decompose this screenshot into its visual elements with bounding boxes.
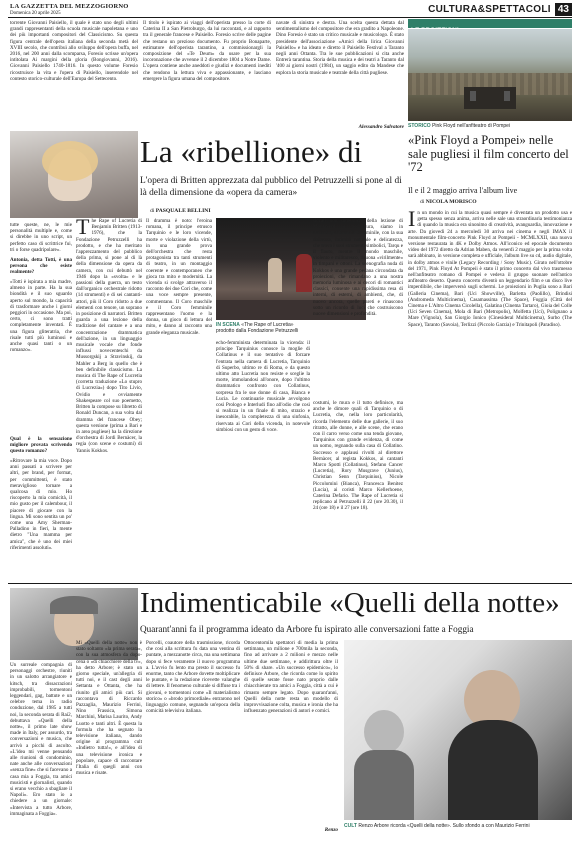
lucretia-col3: echo-femminista determinata la vicenda: il principe Tarquinius conosce la moglie di Collatinus e il suo tentativo di forzare l'entrata nella camera di Lucretia, Tarquinio di Superbo, ultimo re di Roma, e da questo ultimo atto Lucretia non resiste e sceglie la morte, immolandosi all'onore, dopo l'ultimo drammatico confronto con Collatinus, sorpresa fra le sue donne di casa, Bianca e Lucia. Le continuarie musicale avvolgono così Prologo e Interludi fino all'odio che così si realizza in un finale di mito, strazio e inesorabile, la completezza di una sinfonia, riservata ai Cori della vicenda, in notevole simbiosi con un gesto di voce. <box>216 340 310 433</box>
interview-answer-2: «Ritrovare la mia voce. Dopo anni passati a scrivere per altri, per brand, per format, per committenti, è stato meraviglioso tornare a qualcosa di mio. Ho riscoperto la mia comicità, il mio gusto per il calembour, il piacere di giocare con la lingua. Mi sono sentita un po' come una Amy Sherman-Palladino in fieri, la mente dietro "Una mamma per amica", che è uno dei miei riferimenti assoluti». <box>10 458 72 551</box>
header-rule <box>8 17 572 18</box>
sidebar-photo-caption: STORICO Pink Floyd nell'anfiteatro di Pompei <box>408 123 511 129</box>
lucretia-photo-caption: IN SCENA «The Rape of Lucretia» prodotto dalla Fondazione Petruzzelli <box>216 322 299 334</box>
lucretia-col2: Il dramma è noto: l'eroina romana, il principe etrusco Tarquinio e le loro vicende, morte e violazione della virtù, in una grande prova dell'orchestra che resta protagonista tra tanti strumenti di teatro, in un montaggio coerente e contemporaneo che gioca tra mito e modernità. La vicenda si svolge attraverso il racconto dei due Cori che, come una voce sempre presente, commentano. Il Coro maschile e il Coro femminile rappresentano l'uomo e la donna, un gioco di lettura del mito, e danno al racconto una grande eleganza musicale. <box>146 218 212 336</box>
lucretia-col1: The Rape of Lucretia di Benjamin Britten (1913-1976), che la Fondazione Petruzzelli ha prodotto, e che ha meritato l'apprezzamento del pubblico della prima, si pone al di là della dimensione da opera da camera, con cui debuttò nel 1946 dopo la «svolta» e le passioni della guerra, un testo dall'organico orchestrale ridotto (14 strumenti) e di sei cantanti-attori, più il Coro ridotto a due elementi con tenore, un soprano in posizione di narratori. Britten guarda a una lezione della tradizione del cantare e a una concentrazione drammatica dell'azione, in un linguaggio musicale vocale che fonde influssi novecenteschi da Mussorgskij a Stravinskij, da Mahler a Berg in quello che è ben definibile classicismo. La musica di The Rape of Lucretia (corretta traduzione «Lo stupro di Lucrezia») dopo Tito Livio, Ovidio e ovviamente Shakespeare col suo poemetto, Britten la compose su libretto di Ronald Duncan, a sua volta dal dramma del francese Obey; questa versione (prima a Bari e in area pugliese) ha la direzione d'orchestra di Jordi Bernàcer, la regia (con scene e costumi) di Yannis Kokkos. <box>76 218 142 454</box>
bottom-photo-caption: CULT Renzo Arbore ricorda «Quelli della notte». Sullo sfondo a con Maurizio Ferrini <box>344 823 530 829</box>
bottom-headline: Indimenticabile «Quelli della notte» <box>140 587 560 619</box>
sidebar-label-bar <box>408 19 572 28</box>
top-article-col1: torrente Giovanni Paisiello, il quale è stato uno degli ultimi grandi rappresentanti della scuola musicale napoletana e uno dei più importanti compositori del Classicismo. Su questa figura centrale dell'opera italiana della seconda metà del XVIII secolo, che contribuì allo sviluppo dell'opera buffa, nel 2016, nel 200 anni dalla scomparsa, Foresio scrisse un'opera intitolata Ai margini della gloria (Bongiovanni, 2016). Giovanni Paisiello 1740-1816. In questo volume Foresio ricostruisce la vita e l'opera di Paisiello, inserendole nel contesto storico-culturale dell'Europa del Settecento. <box>10 20 138 82</box>
sidebar-subhead: Il e il 2 maggio arriva l'album live <box>408 186 518 195</box>
sidebar-byline: di NICOLA MORISCO <box>420 199 477 205</box>
interview-intro: tutte queste, ne, le mie personalità multiple e, come si direbbe in uno script, un perfetto caso di scrittrice fui, tri o forse quadripolare». <box>10 222 72 253</box>
lucretia-col4: siccali non dimentichi della lezione di Monteverdi e addirittura, siamo in tutt'Italia, di Purcell. Femminile, con la sua dolcezza, intimità naturale e delicatezza, che trova i suoi strumenti simbolici, Tarqu e il flauto, mentre il mondo maschile, violento e militaresco, risuona «virilmente» in timpani e ottoni. La scenografia nuda di Kokkos è una grande pedana circondata da proiezioni, che rimandano a una nostra memoria luminosa e ai decori di romantici classici, consente una rapidissima resa di interni, di esterni, di ambienti, che, di nuovo ancora, quelle pareti e rinascono sotto un ricordo di luci che costruiscono nuove dimensioni e profondità. <box>313 218 403 318</box>
top-signature: Alessandro Salvatore <box>358 124 404 130</box>
bottom-signature: Renzo <box>324 827 338 833</box>
top-article-col2: Il titolo è ispirato ai viaggi dell'operista presso la corte di Caterina II a San Pietroburgo, da lui raccontati, e al rapporto tra il generale francese e Paisiello. Foresio scrive delle pagine che restano un prezioso documento. Fu proprio Bonaparte, estimatore dell'operista tarantino, a commissionargli la composizione del «Te Deum» da usare per la sua incoronazione che avvenne il 2 dicembre 1804 a Notre Dame. L'opera contiene anche aneddoti e giudizi e documenti inediti che rendono la lettura viva e appassionante, e lasciano emergere la figura umana del compositore. <box>143 20 271 82</box>
lucretia-col5: costumi, le mura e il tutto definisce, ma anche le dimore quali di Tarquinio o di Lucretia, che, nella loro particolarità, ricorda l'elemento delle due gallerie, il suo ritratto, alle donne, e alle scene, che erano con il carro verso come una tenda giovane, Tarquinius con grande evidenza, di come un uomo, regnando sulla casa di Collatino. Successo e applausi rivolti al direttore Bernàcer, al regista Kokkos, ai cantanti Marco Spotti (Collatinus), Stefano Cancer (Lucretia), Rory Musgrave (Junius), Christian Senn (Tarquinius), Nicole Piccolomini (Bianca), Francesca Benitez (Lucia), ai coristi Marco Kellerhoene, Caterina Defario. The Rape of Lucretia si replicano al Petruzzelli il 22 (ore 20.30), il 24 (ore 18) e il 27 (ore 18). <box>313 400 403 512</box>
pink-floyd-photo <box>408 29 572 121</box>
page-number: 43 <box>555 3 572 16</box>
interview-answer-1: «Totti è ispirata a mia madre, almeno in parte. Ha la sua biondità e il suo sguardo aperto sul mondo, la capacità di trasformare anche i giorni peggiori in occasione. Ma poi, certo, ci sono tratti completamente inventati. È una figura gliteratria, che risale tutti più luminosi e anche quasi tanti o un romanzo». <box>10 279 72 354</box>
interview-question-1: Antonia, detta Totti, è una persona che esiste realmente? <box>10 257 72 276</box>
lucretia-byline: di PASQUALE BELLINI <box>150 208 211 214</box>
newspaper-name: LA GAZZETTA DEL MEZZOGIORNO <box>10 3 129 10</box>
bottom-col1: Un surreale compagnia di personaggi orchestre, riuniti in un salotto arrangiatore e kitsch, tra dissacrazioni improbabili, tormentoni leggendari, gag, battute e un celebre tema in radio conduzione, dal 1985 a tutti noi, la seconda serata di Rai2, debuttava «Quelli della notte», il primo late show made in Italy, per assurdo, tra conversazioni e musica, che arrivò a picchi di ascolto. «L'idea mi venne pensando alle riunioni di condominio, nate anche alle conversazioni «senza fine» che si facevano a casa mia a Foggia, tra amici musicisti e giornalisti, quando si erano vecchio a sbagliare il Napoli». Ero stato io a chiedere a un giornale: «Intervista a tutto Arbore, immaginata a Foggia». <box>10 662 72 817</box>
bottom-col2: Mi «Quelli della notte» non è stato soltanto «la prima serata», con la sua atmosfera da dopo-cena o «di chiacchiere della tv», ha detto Arbore; è stato un giorno speciale, un'allegria di tutti noi, e il cast degli anni Settanta e Ottanta, che ha riunito gli amici più cari. Si raccontava di Riccardo Pazzaglia, Maurizio Ferrini, Nino Frassica, Simona Marchini, Marisa Laurito, Andy Luotto e tanti altri. È questa la formula che ha segnato la televisione italiana, dando origine al programma cult «Indietro tutta!», e all'idea di una televisione ironica e popolare, capace di raccontare l'Italia di quegli anni con musica e risate. <box>76 640 142 777</box>
bottom-subhead: Quarant'anni fa il programma ideato da Arbore fu ispirato alle conversazioni fatte a Foggia <box>140 624 474 634</box>
lucretia-headline: La «ribellione» di <box>140 134 363 169</box>
section-header <box>428 3 572 16</box>
issue-date: Domenica 20 aprile 2025 <box>10 11 61 16</box>
masthead <box>10 3 129 17</box>
bottom-col3: Porcelli, coautore della trasmissione, ricorda che così alla scrittura fu data una ventina di puntate, a mezzanotte circa, ma una settimana dopo si fece veramente il nuovo programma a. L'avvio fu lento ma presto il successo fu enorme, tanto che Arbore dovette moltiplicare le puntate, e la redazione ricevette valanghe di lettere. Il fenomeno culturale si diffuse tra i giovani, e tormentoni come «Il materialismo storico» o «brodo primordiale» entrarono nel linguaggio comune, segnando un'epoca della comicità televisiva italiana. <box>146 640 240 715</box>
bottom-col4: Ottocentomila spettatori di media la prima settimana, un milione e 700mila la seconda, fino ad arrivare a 2 milioni e mezzo nelle ultime due settimane, e addirittura oltre il 50% di share. «Un successo epidemico», lo definisce Arbore, che ricorda come lo spirito di quelle serate fosse nato proprio dalle chiacchierate tra amici a Foggia, città a cui è rimasto sempre legato. Dopo quarant'anni, Quelli della notte resta un modello di improvvisazione colta, musica e ironia che ha influenzato generazioni di autori e comici. <box>244 640 338 715</box>
section-title: CULTURA&SPETTACOLI <box>428 4 551 15</box>
arbore-group-photo <box>344 640 572 820</box>
sidebar-label <box>408 27 459 28</box>
author-portrait-photo <box>10 131 138 218</box>
sidebar-headline: «Pink Floyd a Pompei» nelle sale pugliesi il film concerto del '72 <box>408 134 569 174</box>
lucretia-subhead: L'opera di Britten apprezzata dal pubblico del Petruzzelli si pone al di là della dimensione da «opera da camera» <box>140 176 402 198</box>
top-article-col3: navate di sinistra e destra. Una scelta questa dettata dal sentimentalismo del compositore che era gradito a Napoleone. Dino Foresio è stato un critico musicale e musicologo. È stato presidente dell'associazione «Amici della lirica Giovanni Paisiello» e ha ideato e diretto il Paisiello Festival a Taranto negli anni Ottanta. Tra le sue pubblicazioni si cita anche Entrerà tarantina. Storia della musica e dei teatri a Taranto dal '400 ai giorni nostri (1984), un saggio edito da Mandese che esplora la storia musicale e teatrale della città pugliese. <box>276 20 404 76</box>
interview-question-2: Qual è la sensazione migliore provata scrivendo questo romanzo? <box>10 436 72 455</box>
bottom-rule <box>8 583 572 584</box>
sidebar-body: In un mondo in cui la musica quasi sempre è diventata un prodotto usa e getta spesso senza anima, arriva nelle sale una straordinaria testimonianza di quando la musica era sinonimo di creatività, avanguardia, innovazione e arte. Da giovedì 24 a mercoledì 30 arriva nei cinema e negli IMAX il monumentale film-concerto Pink Floyd at Pompeii - MCMLXXII, una nuova versione restaurata in 4K e Dolby Atmos. All'iconico ed epocale documento video del 1972 diretto da Adrian Maben, da venerdì 2 maggio per la prima volta sarà abbinato, in versione completa e ufficiale, l'album live su cd, audio digitale, in dolby atmos e vinile (Legacy Recording / Sony Music). Girato nell'ottobre del 1971, Pink Floyd At Pompeii è stato il primo concerto dal vivo trasmesso nell'anfiteatro romano di Pompei e vedeva il gruppo suonare nell'antico anfiteatro deserto. Questo concerto diventò un leggendario film e un disco live imperdibile, che imperversò sugli schermi. Le proiezioni in Puglia sono a Bari (Galleria Cinema), Bari (Uci Showville), Barletta (Paolillo), Brindisi (Andromeda Multicinema), Casamassima (The Space), Foggia (Città del Cinema e L'Altro Cinema Cicolella), Galatina (Cinema Tartaro), Gioia del Colle (Uci Seven Cinema), Mola di Bari (Metropolis), Molfetta (Uci), Polignano a Mare (Vignola), San Giorgio Ionico (Cinesideral Multicinema), Surbo (The Space), Taranto (Savoia), Terlizzi (Piccolo Garzia) e Trinitapoli (Paradiso). <box>408 210 572 328</box>
